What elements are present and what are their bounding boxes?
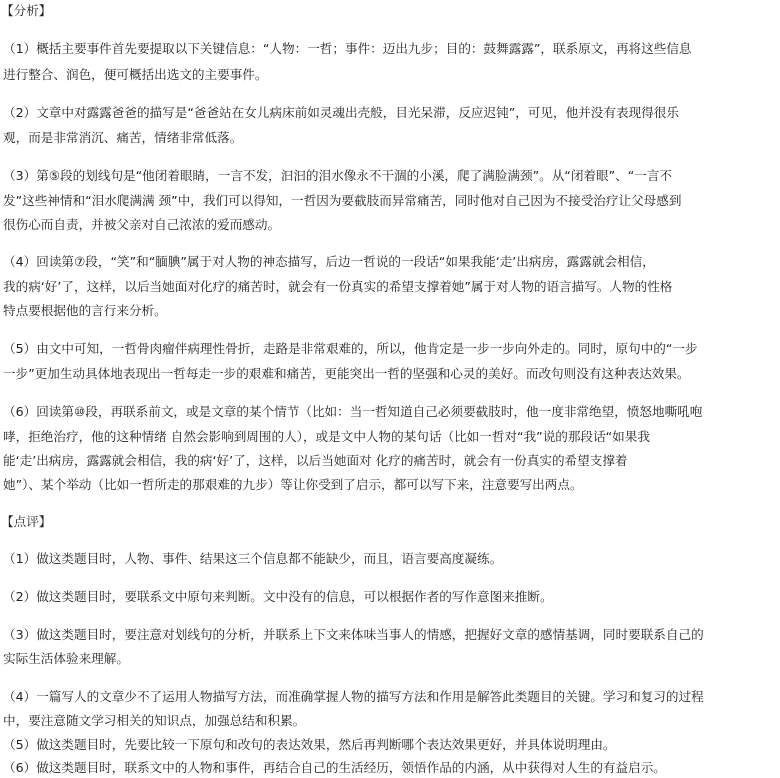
- text-line: 实际生活体验来理解。: [3, 651, 129, 666]
- text-line: 观，而是非常消沉、痛苦，情绪非常低落。: [3, 130, 243, 145]
- text-line: （6）做这类题目时，联系文中的人物和事件，再结合自己的生活经历，领悟作品的内涵，从中获得对人生的有益启示。: [3, 760, 666, 775]
- text-line: 一步”更加生动具体地表现出一哲每走一步的艰难和痛苦，更能突出一哲的坚强和心灵的美好。而改句则没有这种表达效果。: [3, 366, 690, 381]
- text-line: （2）做这类题目时，要联系文中原句来判断。文中没有的信息，可以根据作者的写作意图来推断。: [3, 589, 553, 604]
- text-line: （6）回读第⑩段，再联系前文，或是文章的某个情节（比如：当一哲知道自己必须要截肢时，他一度非常绝望，愤怒地嘶吼咆: [3, 404, 703, 419]
- text-line: 她”）、某个举动（比如一哲所走的那艰难的九步）等让你受到了启示，都可以写下来，注意要写出两点。: [3, 477, 583, 492]
- text-line: 进行整合、润色，便可概括出选文的主要事件。: [3, 67, 268, 82]
- text-line: （5）由文中可知，一哲骨肉瘤伴病理性骨折，走路是非常艰难的，所以，他肯定是一步一步向外走的。同时，原句中的“一步: [3, 341, 698, 356]
- text-line: （1）概括主要事件首先要提取以下关键信息：“人物：一哲；事件：迈出九步；目的：鼓舞露露”，联系原文，再将这些信息: [3, 41, 692, 56]
- text-line: 哮，拒绝治疗，他的这种情绪 自然会影响到周围的人），或是文中人物的某句话（比如一哲对“我”说的那段话“如果我: [3, 429, 650, 444]
- text-line: （3）做这类题目时，要注意对划线句的分析，并联系上下文来体味当事人的情感，把握好文章的感情基调，同时要联系自己的: [3, 627, 704, 642]
- text-line: （4）回读第⑦段，“笑”和“腼腆”属于对人物的神态描写，后边一哲说的一段话“如果我能‘走’出病房，露露就会相信，: [3, 254, 655, 269]
- text-line: （3）第⑤段的划线句是“他闭着眼睛，一言不发，汩汩的泪水像永不干涸的小溪，爬了满脸满颈”。从“闭着眼”、“一言不: [3, 168, 673, 183]
- text-line: 很伤心而自责，并被父亲对自己浓浓的爱而感动。: [3, 217, 281, 232]
- text-line: （5）做这类题目时，先要比较一下原句和改句的表达效果，然后再判断哪个表达效果更好，并具体说明理由。: [3, 737, 616, 752]
- text-line: 我的病‘好’了，这样，以后当她面对化疗的痛苦时，就会有一份真实的希望支撑着她”属于对人物的语言描写。人物的性格: [3, 279, 673, 294]
- text-line: 能‘走’出病房，露露就会相信，我的病‘好’了，这样，以后当她面对 化疗的痛苦时，就会有一份真实的希望支撑着: [3, 453, 628, 468]
- text-line: 中，要注意随文学习相关的知识点，加强总结和积累。: [3, 713, 306, 728]
- analysis-header: 【分析】: [1, 3, 52, 18]
- comment-header: 【点评】: [1, 514, 52, 529]
- text-line: （2）文章中对露露爸爸的描写是“爸爸站在女儿病床前如灵魂出壳般，目光呆滞，反应迟钝”，可见，他并没有表现得很乐: [3, 105, 679, 120]
- text-line: （1）做这类题目时，人物、事件、结果这三个信息都不能缺少，而且，语言要高度凝练。: [3, 551, 503, 566]
- text-line: 发”这些神情和“泪水爬满满 颈”中，我们可以得知，一哲因为要截肢而异常痛苦，同时他对自己因为不接受治疗让父母感到: [3, 193, 682, 208]
- text-line: （4）一篇写人的文章少不了运用人物描写方法，而准确掌握人物的描写方法和作用是解答此类题目的关键。学习和复习的过程: [3, 689, 704, 704]
- text-line: 特点要根据他的言行来分析。: [3, 303, 167, 318]
